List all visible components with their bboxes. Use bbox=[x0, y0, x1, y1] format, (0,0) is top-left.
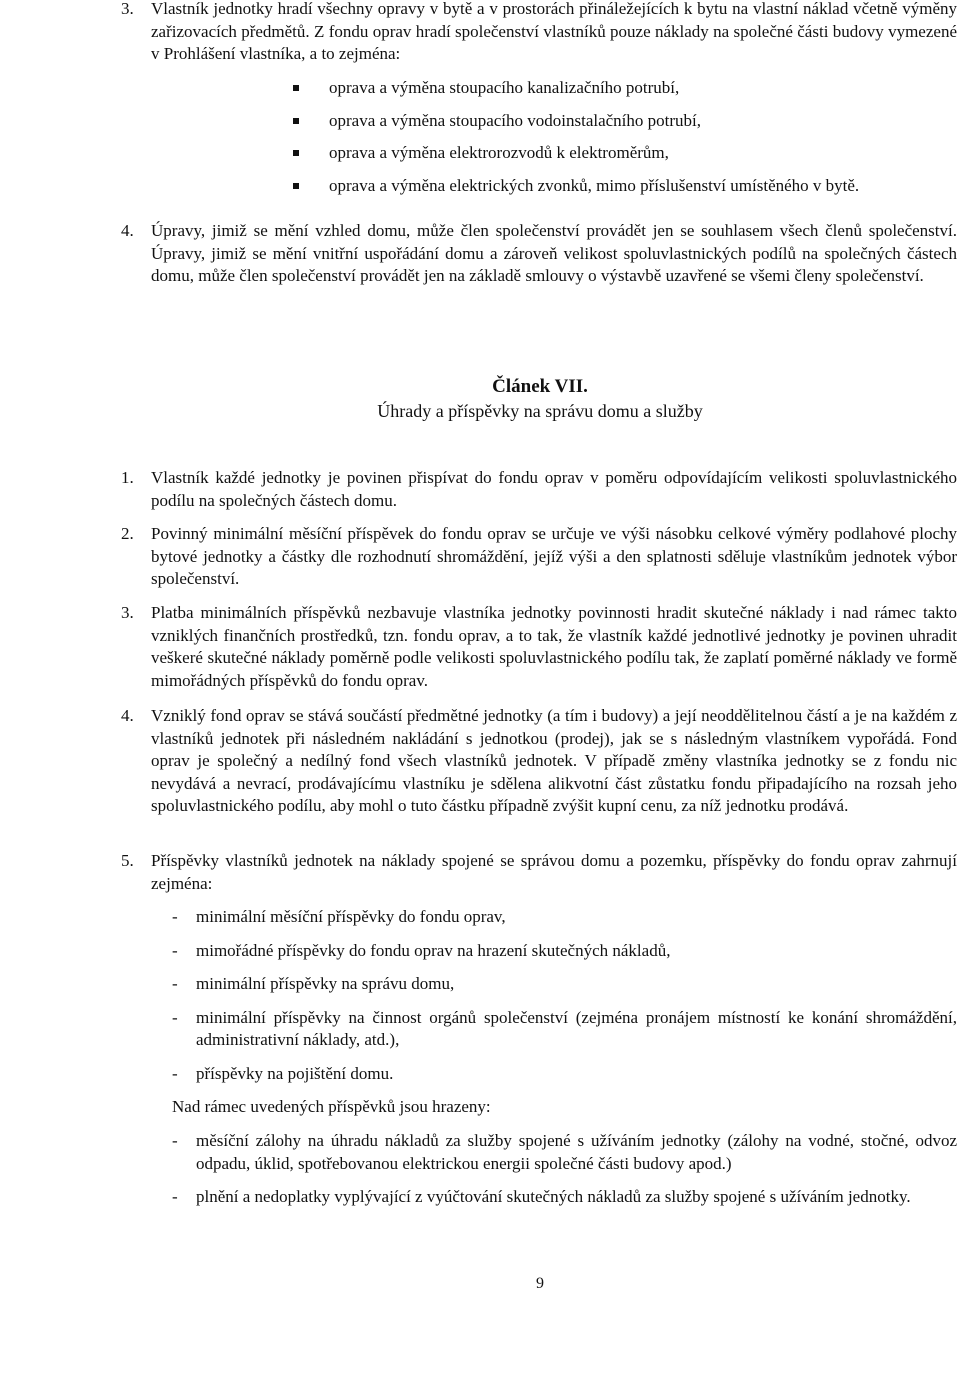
dash-list-contributions bbox=[172, 906, 957, 1085]
bullet-square-icon bbox=[293, 118, 299, 124]
article-title: Článek VII. bbox=[492, 376, 588, 397]
paragraph-article7-item-5: Příspěvky vlastníků jednotek na náklady spojené se správou domu a pozemku, příspěvky do fondu oprav zahrnují zejména: bbox=[151, 851, 957, 893]
paragraph-article7-item-2: Povinný minimální měsíční příspěvek do fondu oprav se určuje ve výši násobku celkové výměry podlahové plochy bytové jednotky a částky dle rozhodnutí shromáždění, jejíž výši a den splatnosti sděluje vlastníkům jednotek výbor společenství. bbox=[151, 524, 957, 588]
item-number: 1. bbox=[121, 468, 134, 487]
article-subtitle: Úhrady a příspěvky na správu domu a služby bbox=[377, 401, 703, 421]
paragraph-article7-item-1: Vlastník každé jednotky je povinen přispívat do fondu oprav v poměru odpovídajícím velikosti spoluvlastnického podílu na společných částech domu. bbox=[151, 468, 957, 510]
item-number: 3. bbox=[121, 0, 134, 18]
item-number: 5. bbox=[121, 851, 134, 870]
bullet-item: oprava a výměna stoupacího vodoinstalačního potrubí, bbox=[293, 110, 953, 133]
dash-item: - příspěvky na pojištění domu. bbox=[172, 1063, 394, 1083]
beyond-intro: Nad rámec uvedených příspěvků jsou hrazeny: bbox=[172, 1097, 491, 1116]
dash-item: - mimořádné příspěvky do fondu oprav na hrazení skutečných nákladů, bbox=[172, 940, 671, 960]
paragraph-article7-item-3: Platba minimálních příspěvků nezbavuje vlastníka jednotky povinnosti hradit skutečné náklady i nad rámec takto vzniklých finančních prostředků, tzn. fondu oprav, a to tak, že vlastník každé jednotlivé jednotky je povinen uhradit veškeré skutečné náklady poměrně podle velikosti spoluvlastnického podílu tak, že zaplatí poměrné náklady ve formě mimořádných příspěvků do fondu oprav. bbox=[151, 603, 957, 690]
paragraph-article7-item-4: Vzniklý fond oprav se stává součástí předmětné jednotky (a tím i budovy) a její neoddělitelnou částí a je na každém z vlastníků jednotek při následném nakládání s jednotkou (prodej), jak se s následným vlastníkem vypořádá. Fond oprav je společný a nedílný fond všech vlastníků jednotek. V případě změny vlastníka jednotky se z fondu nic nevydává a nevrací, prodávajícímu vlastníku je sdělena alikvotní část zůstatku fondu připadajícího na rozsah jeho spoluvlastnického podílu, aby mohl o tuto částku případně zvýšit kupní cenu, za níž jednotku prodává. bbox=[151, 706, 957, 815]
paragraph-item-3: Vlastník jednotky hradí všechny opravy v bytě a v prostorách přináležejících k bytu na vlastní náklad včetně výměny zařizovacích předmětů. Z fondu oprav hradí společenství vlastníků pouze náklady na společné části budovy vymezené v Prohlášení vlastníka, a to zejména: bbox=[151, 0, 957, 63]
bullet-item: oprava a výměna stoupacího kanalizačního potrubí, bbox=[293, 77, 953, 100]
item-number: 2. bbox=[121, 524, 134, 543]
page-number: 9 bbox=[536, 1275, 544, 1292]
bullet-item: oprava a výměna elektrorozvodů k elektroměrům, bbox=[293, 142, 953, 165]
paragraph-item-4: Úpravy, jimiž se mění vzhled domu, může člen společenství provádět jen se souhlasem všech členů společenství. Úpravy, jimiž se mění vnitřní uspořádání domu a zároveň velikost spoluvlastnických podílů na společných částech domu, může člen společenství provádět jen na základě smlouvy o výstavbě uzavřené se všemi členy společenství. bbox=[151, 221, 957, 285]
item-number: 3. bbox=[121, 603, 134, 622]
bullet-item: oprava a výměna elektrických zvonků, mimo příslušenství umístěného v bytě. bbox=[293, 175, 953, 198]
bullet-square-icon bbox=[293, 183, 299, 189]
bullet-list-repairs bbox=[293, 77, 953, 197]
dash-item: - měsíční zálohy na úhradu nákladů za služby spojené s užíváním jednotky (zálohy na vodné, stočné, odvoz odpadu, úklid, spotřebovanou elektrickou energii společné části budovy apod.) bbox=[172, 1131, 957, 1173]
item-number: 4. bbox=[121, 706, 134, 725]
dash-item: - plnění a nedoplatky vyplývající z vyúčtování skutečných nákladů za služby spojené s užíváním jednotky. bbox=[172, 1187, 911, 1206]
bullet-square-icon bbox=[293, 150, 299, 156]
dash-item: - minimální příspěvky na správu domu, bbox=[172, 974, 455, 993]
item-number: 4. bbox=[121, 221, 134, 240]
dash-list-beyond bbox=[172, 1130, 957, 1209]
dash-item: - minimální příspěvky na činnost orgánů společenství (zejména pronájem místností ke konání shromáždění, administrativní náklady, atd.), bbox=[172, 1007, 957, 1049]
bullet-square-icon bbox=[293, 85, 299, 91]
dash-item: - minimální měsíční příspěvky do fondu oprav, bbox=[172, 907, 506, 926]
